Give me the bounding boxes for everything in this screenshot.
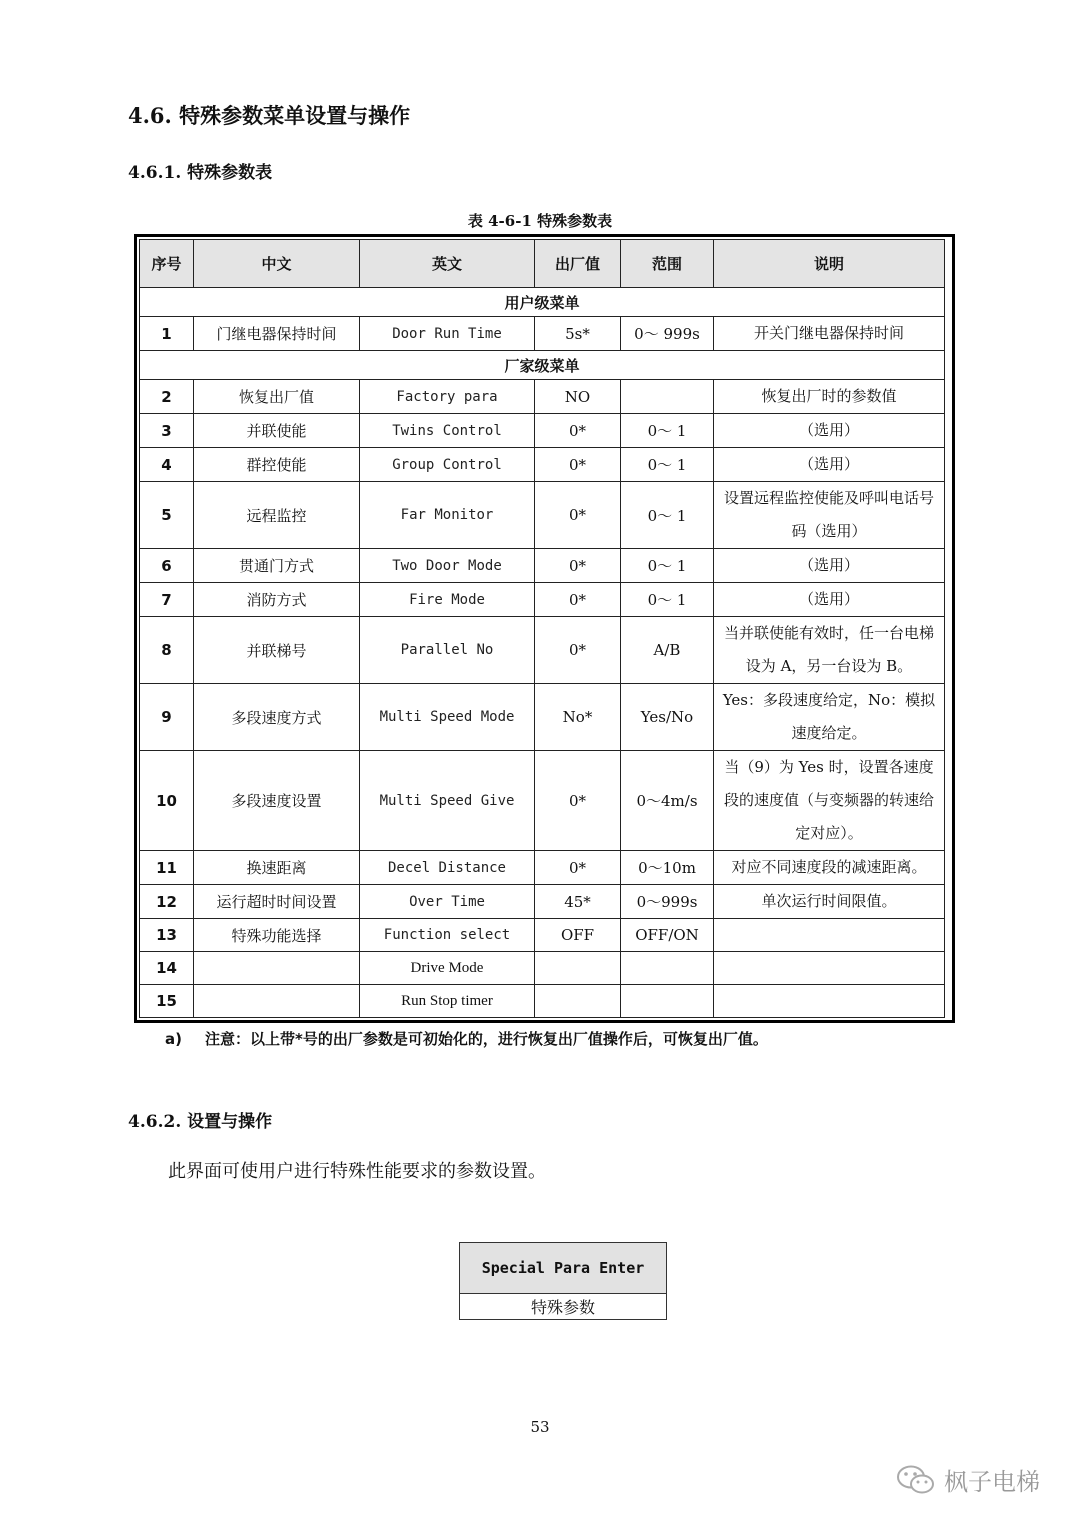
- row-description: （选用）: [714, 583, 945, 617]
- row-chinese: 并联使能: [194, 414, 360, 448]
- table-row: [140, 414, 945, 448]
- row-description: 恢复出厂时的参数值: [714, 380, 945, 414]
- row-range: OFF/ON: [621, 919, 714, 952]
- watermark: [896, 1462, 1040, 1497]
- page-number: 53: [530, 1418, 550, 1436]
- section-factory-menu: 厂家级菜单: [140, 351, 945, 380]
- row-index: 13: [140, 919, 194, 952]
- row-description: （选用）: [714, 414, 945, 448]
- row-range: 0～ 1: [621, 448, 714, 482]
- row-description: 当（9）为 Yes 时，设置各速度段的速度值（与变频器的转速给定对应）。: [714, 751, 945, 851]
- row-range: 0～ 1: [621, 549, 714, 583]
- note-text: 注意：以上带*号的出厂参数是可初始化的，进行恢复出厂值操作后，可恢复出厂值。: [205, 1030, 768, 1048]
- row-chinese: 换速距离: [194, 851, 360, 885]
- row-range: Yes/No: [621, 684, 714, 751]
- row-range: 0～ 1: [621, 414, 714, 448]
- row-default: 0*: [535, 583, 621, 617]
- row-english: Door Run Time: [360, 317, 535, 351]
- row-english: Drive Mode: [360, 952, 535, 985]
- row-index: 14: [140, 952, 194, 985]
- wechat-icon: [896, 1464, 936, 1496]
- section-title: 4.6. 特殊参数菜单设置与操作: [128, 103, 411, 128]
- row-description: [714, 952, 945, 985]
- row-default: 0*: [535, 414, 621, 448]
- row-chinese: [194, 952, 360, 985]
- row-chinese: 群控使能: [194, 448, 360, 482]
- row-index: 15: [140, 985, 194, 1018]
- row-english: Factory para: [360, 380, 535, 414]
- lcd-screen-subtitle: 特殊参数: [530, 1298, 595, 1317]
- table-row: [140, 380, 945, 414]
- row-index: 3: [140, 414, 194, 448]
- row-range: 0～10m: [621, 851, 714, 885]
- row-index: 12: [140, 885, 194, 919]
- table-caption: 表 4-6-1 特殊参数表: [467, 212, 613, 230]
- row-description: 设置远程监控使能及呼叫电话号码（选用）: [714, 482, 945, 549]
- row-chinese: [194, 985, 360, 1018]
- row-range: 0～ 1: [621, 583, 714, 617]
- parameter-table: [139, 239, 945, 1018]
- note-label: a): [165, 1030, 182, 1048]
- section-row-factory: [140, 351, 945, 380]
- row-default: 0*: [535, 482, 621, 549]
- section-row-user: [140, 288, 945, 317]
- row-description: （选用）: [714, 448, 945, 482]
- table-row: [140, 851, 945, 885]
- lcd-screen-title: Special Para Enter: [460, 1243, 666, 1294]
- row-description: 当并联使能有效时，任一台电梯设为 A，另一台设为 B。: [714, 617, 945, 684]
- row-description: 单次运行时间限值。: [714, 885, 945, 919]
- row-chinese: 多段速度设置: [194, 751, 360, 851]
- row-default: 0*: [535, 751, 621, 851]
- row-english: Far Monitor: [360, 482, 535, 549]
- table-row: [140, 751, 945, 851]
- table-row: [140, 482, 945, 549]
- row-english: Decel Distance: [360, 851, 535, 885]
- row-chinese: 并联梯号: [194, 617, 360, 684]
- row-default: [535, 985, 621, 1018]
- row-default: 0*: [535, 448, 621, 482]
- row-description: [714, 919, 945, 952]
- row-index: 11: [140, 851, 194, 885]
- row-index: 1: [140, 317, 194, 351]
- row-range: [621, 380, 714, 414]
- row-chinese: 远程监控: [194, 482, 360, 549]
- table-header-row: [140, 240, 945, 288]
- row-default: 5s*: [535, 317, 621, 351]
- header-default: 出厂值: [535, 240, 621, 288]
- lcd-screen-mockup: [459, 1242, 667, 1320]
- row-default: OFF: [535, 919, 621, 952]
- table-row: [140, 885, 945, 919]
- row-chinese: 运行超时时间设置: [194, 885, 360, 919]
- row-default: 0*: [535, 617, 621, 684]
- row-default: NO: [535, 380, 621, 414]
- row-default: [535, 952, 621, 985]
- table-row: [140, 448, 945, 482]
- header-range: 范围: [621, 240, 714, 288]
- row-english: Run Stop timer: [360, 985, 535, 1018]
- row-english: Multi Speed Give: [360, 751, 535, 851]
- body-text: 此界面可使用户进行特殊性能要求的参数设置。: [168, 1161, 546, 1182]
- row-english: Group Control: [360, 448, 535, 482]
- row-index: 7: [140, 583, 194, 617]
- section-user-menu: 用户级菜单: [140, 288, 945, 317]
- header-description: 说明: [714, 240, 945, 288]
- row-chinese: 特殊功能选择: [194, 919, 360, 952]
- row-chinese: 多段速度方式: [194, 684, 360, 751]
- table-row: [140, 985, 945, 1018]
- watermark-text: 枫子电梯: [944, 1468, 1040, 1496]
- row-description: 对应不同速度段的减速距离。: [714, 851, 945, 885]
- row-description: 开关门继电器保持时间: [714, 317, 945, 351]
- row-english: Parallel No: [360, 617, 535, 684]
- subsection-title-table: 4.6.1. 特殊参数表: [128, 163, 273, 183]
- header-index: 序号: [140, 240, 194, 288]
- row-chinese: 消防方式: [194, 583, 360, 617]
- row-chinese: 贯通门方式: [194, 549, 360, 583]
- row-default: 0*: [535, 549, 621, 583]
- table-row: [140, 952, 945, 985]
- row-range: 0～ 1: [621, 482, 714, 549]
- table-row: [140, 549, 945, 583]
- row-range: 0～4m/s: [621, 751, 714, 851]
- row-range: 0～999s: [621, 885, 714, 919]
- row-default: 0*: [535, 851, 621, 885]
- row-index: 6: [140, 549, 194, 583]
- row-description: [714, 985, 945, 1018]
- row-english: Two Door Mode: [360, 549, 535, 583]
- row-chinese: 门继电器保持时间: [194, 317, 360, 351]
- table-row: [140, 583, 945, 617]
- row-english: Over Time: [360, 885, 535, 919]
- table-note: [165, 1028, 768, 1049]
- row-range: [621, 952, 714, 985]
- row-description: Yes：多段速度给定，No：模拟速度给定。: [714, 684, 945, 751]
- row-default: No*: [535, 684, 621, 751]
- header-english: 英文: [360, 240, 535, 288]
- table-row: [140, 919, 945, 952]
- row-range: A/B: [621, 617, 714, 684]
- row-index: 5: [140, 482, 194, 549]
- table-row: [140, 617, 945, 684]
- table-row: [140, 317, 945, 351]
- subsection-title-operation: 4.6.2. 设置与操作: [128, 1112, 273, 1132]
- table-row: [140, 684, 945, 751]
- row-index: 2: [140, 380, 194, 414]
- row-index: 9: [140, 684, 194, 751]
- row-index: 10: [140, 751, 194, 851]
- row-range: [621, 985, 714, 1018]
- row-description: （选用）: [714, 549, 945, 583]
- row-index: 8: [140, 617, 194, 684]
- row-range: 0～ 999s: [621, 317, 714, 351]
- header-chinese: 中文: [194, 240, 360, 288]
- row-english: Fire Mode: [360, 583, 535, 617]
- row-english: Function select: [360, 919, 535, 952]
- row-english: Twins Control: [360, 414, 535, 448]
- row-english: Multi Speed Mode: [360, 684, 535, 751]
- row-chinese: 恢复出厂值: [194, 380, 360, 414]
- parameter-table-frame: [134, 234, 955, 1023]
- row-default: 45*: [535, 885, 621, 919]
- row-index: 4: [140, 448, 194, 482]
